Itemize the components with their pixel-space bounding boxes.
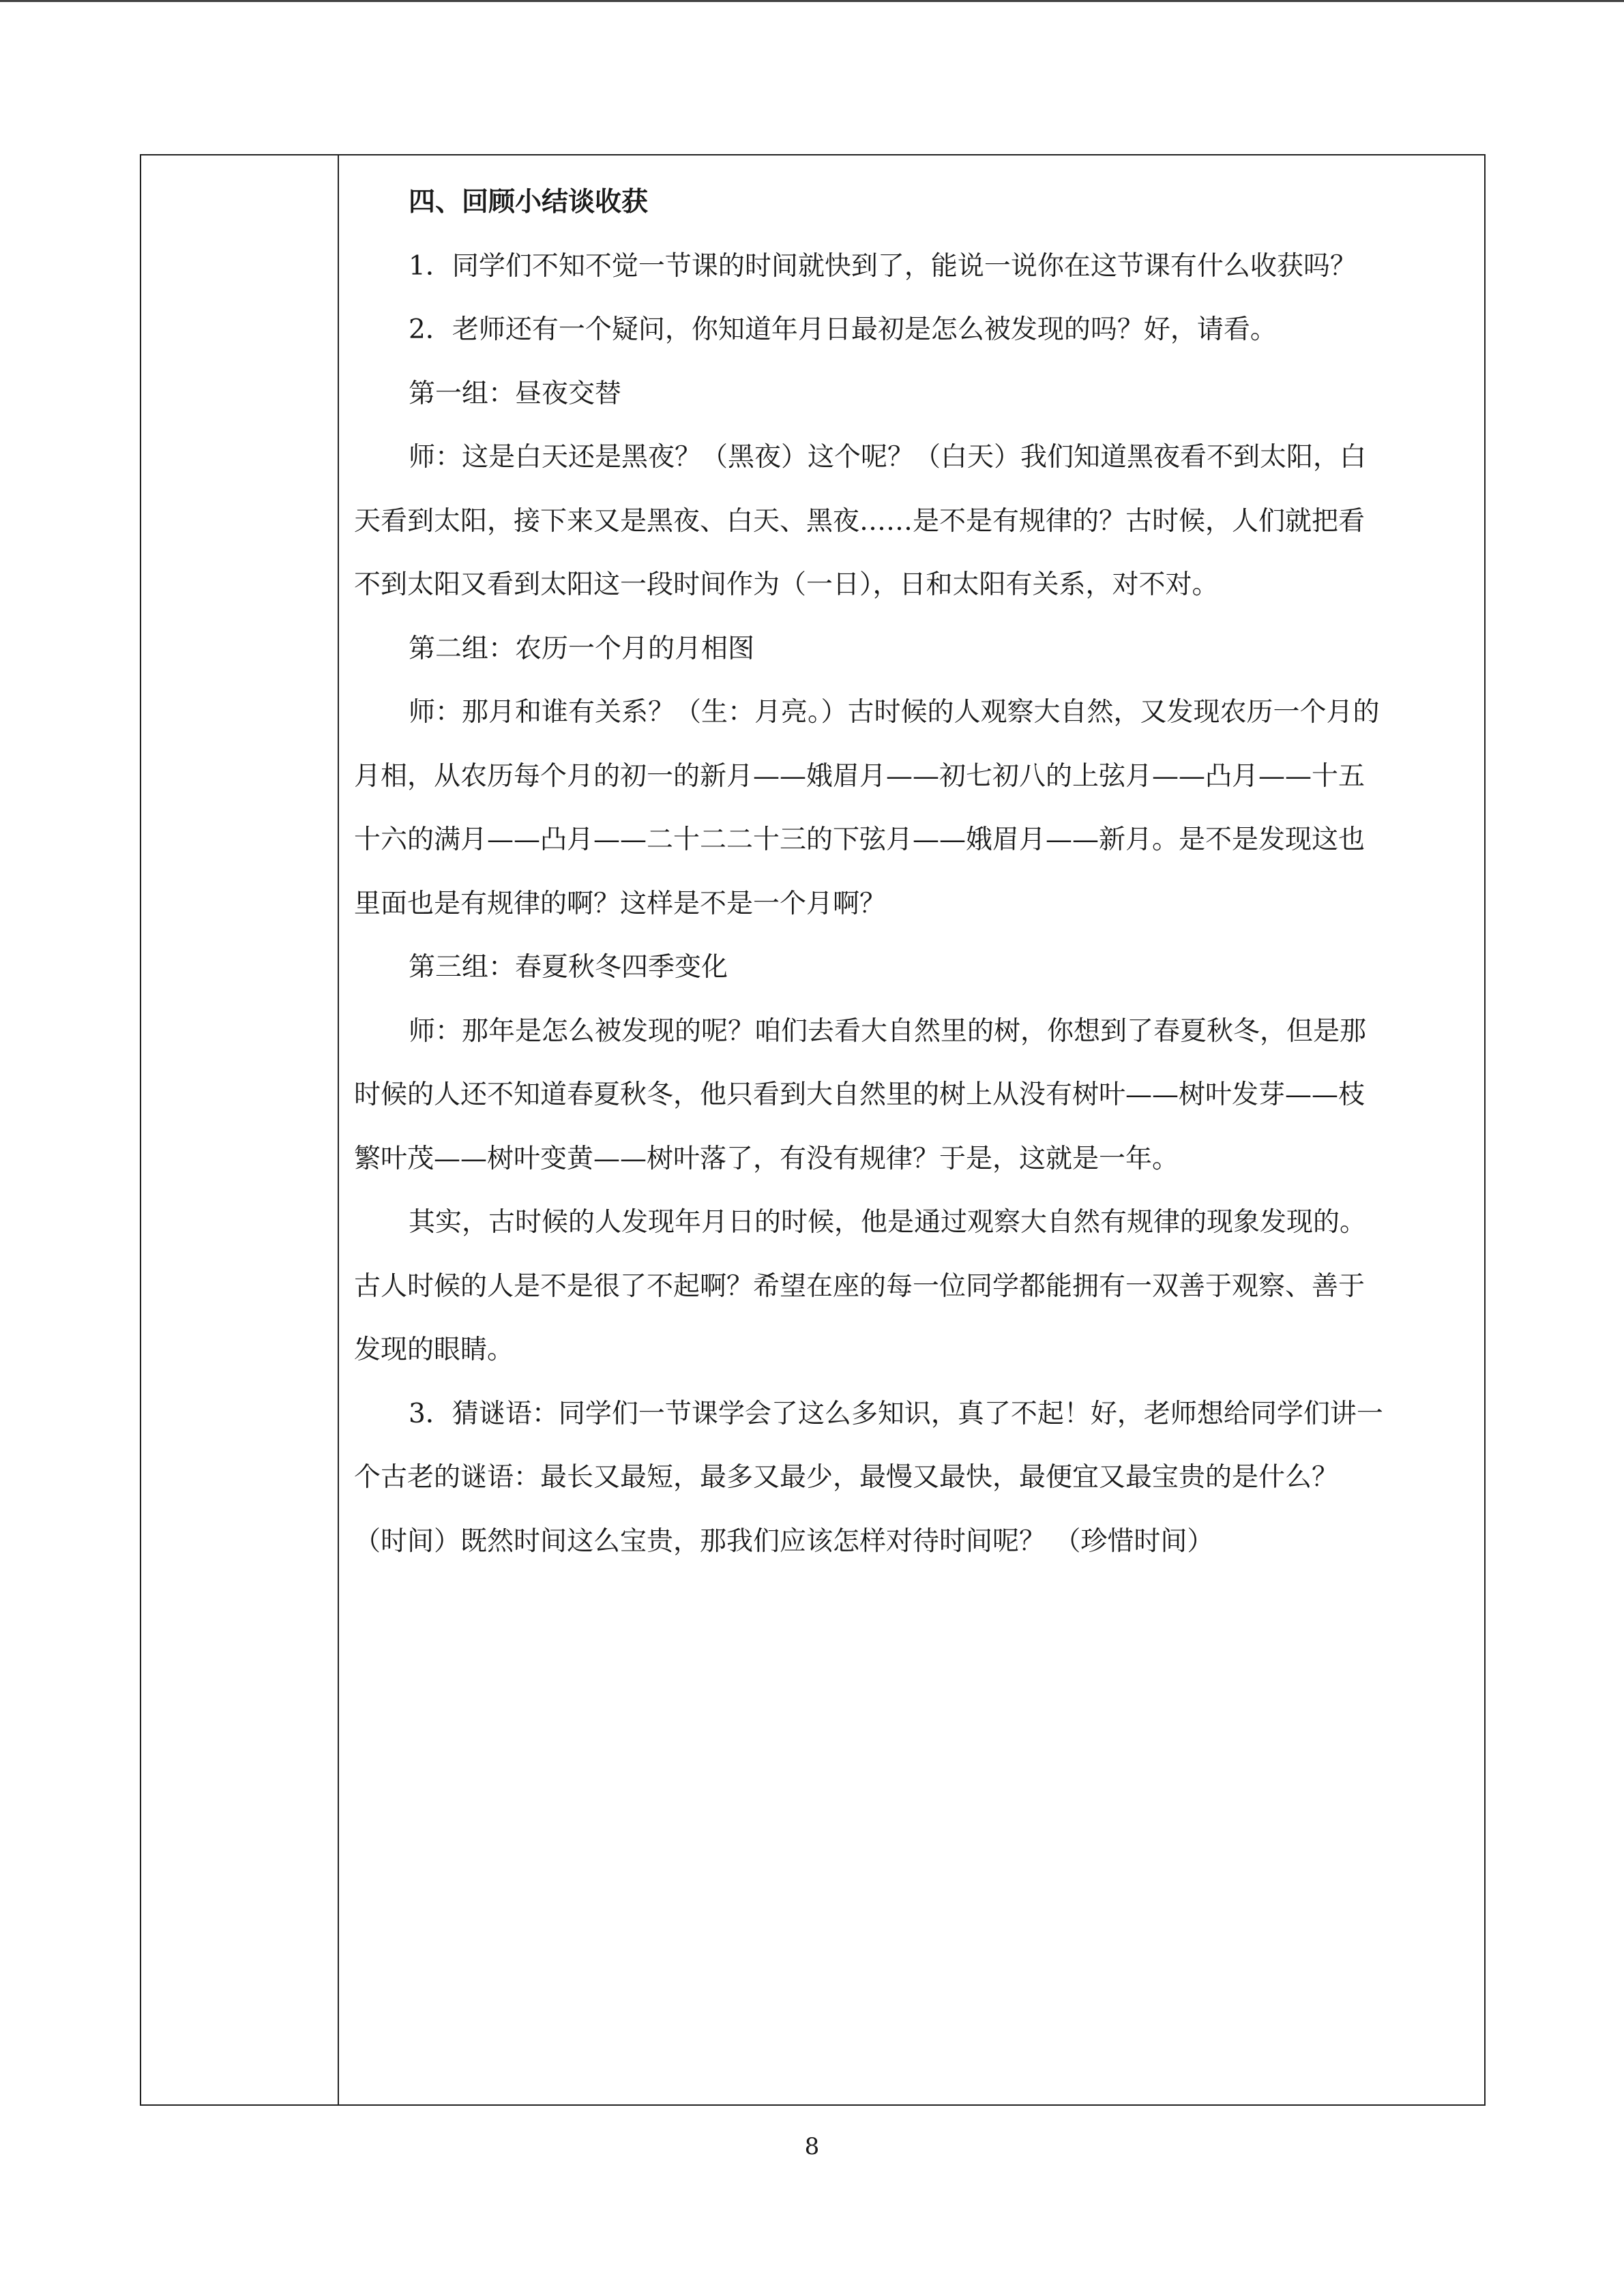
paragraph-line-18: 发现的眼睛。: [354, 1335, 514, 1365]
paragraph-line-8: 师：那月和谁有关系？（生：月亮。）古时候的人观察大自然，又发现农历一个月的: [409, 697, 1380, 728]
table-content-cell: [354, 170, 1473, 1573]
paragraph-line-6: 不到太阳又看到太阳这一段时间作为（一日），日和太阳有关系，对不对。: [354, 569, 1219, 600]
lesson-plan-table: [140, 154, 1486, 2106]
paragraph-line-16: 其实，古时候的人发现年月日的时候，他是通过观察大自然有规律的现象发现的。: [409, 1207, 1367, 1238]
table-left-column: [141, 155, 339, 2104]
paragraph-line-10: 十六的满月——凸月——二十二二十三的下弦月——娥眉月——新月。是不是发现这也: [354, 824, 1365, 855]
paragraph-line-19: 3．猜谜语：同学们一节课学会了这么多知识，真了不起！好，老师想给同学们讲一: [409, 1398, 1383, 1429]
section-heading: 四、回顾小结谈收获: [409, 186, 649, 218]
top-border-line: [0, 0, 1624, 2]
paragraph-line-9: 月相，从农历每个月的初一的新月——娥眉月——初七初八的上弦月——凸月——十五: [354, 760, 1365, 792]
paragraph-line-20: 个古老的谜语：最长又最短，最多又最少，最慢又最快，最便宜又最宝贵的是什么？: [354, 1462, 1339, 1493]
paragraph-line-5: 天看到太阳，接下来又是黑夜、白天、黑夜……是不是有规律的？古时候，人们就把看: [354, 505, 1365, 537]
group-two-title: 第二组：农历一个月的月相图: [409, 633, 755, 664]
paragraph-line-17: 古人时候的人是不是很了不起啊？希望在座的每一位同学都能拥有一双善于观察、善于: [354, 1270, 1365, 1302]
group-three-title: 第三组：春夏秋冬四季变化: [409, 952, 728, 983]
paragraph-line-1: 1．同学们不知不觉一节课的时间就快到了，能说一说你在这节课有什么收获吗？: [409, 250, 1357, 282]
paragraph-line-4: 师：这是白天还是黑夜？（黑夜）这个呢？（白天）我们知道黑夜看不到太阳，白: [409, 442, 1367, 473]
paragraph-line-2: 2．老师还有一个疑问，你知道年月日最初是怎么被发现的吗？好，请看。: [409, 314, 1277, 345]
paragraph-line-15: 繁叶茂——树叶变黄——树叶落了，有没有规律？于是，这就是一年。: [354, 1143, 1179, 1174]
paragraph-line-11: 里面也是有规律的啊？这样是不是一个月啊？: [354, 888, 887, 919]
paragraph-line-14: 时候的人还不知道春夏秋冬，他只看到大自然里的树上从没有树叶——树叶发芽——枝: [354, 1079, 1365, 1110]
group-one-title: 第一组：昼夜交替: [409, 378, 622, 409]
page-number: 8: [804, 2133, 820, 2160]
paragraph-line-21: （时间）既然时间这么宝贵，那我们应该怎样对待时间呢？ （珍惜时间）: [354, 1525, 1214, 1557]
paragraph-line-13: 师：那年是怎么被发现的呢？咱们去看大自然里的树，你想到了春夏秋冬，但是那: [409, 1015, 1367, 1047]
